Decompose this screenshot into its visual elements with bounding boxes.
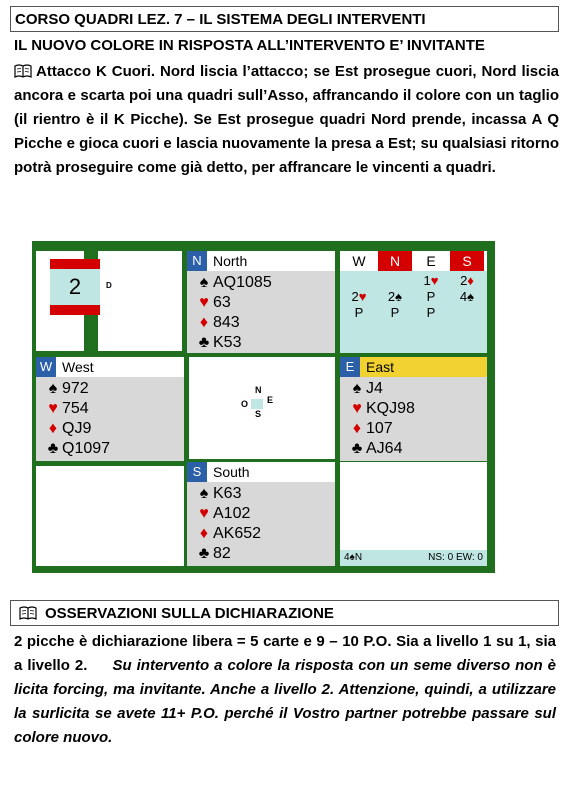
bid-header-w: W [352, 253, 366, 269]
observations-header [10, 600, 559, 626]
observations-text: 2 picche è dichiarazione libera = 5 carte e 9 – 10 P.O. Sia a livello 1 su 1, sia a livello 2. [14, 633, 556, 674]
west-name: West [62, 359, 94, 375]
bid-header-e: E [426, 253, 436, 269]
east-hearts: KQJ98 [366, 400, 415, 417]
bid-cell: 2♠ [387, 289, 403, 304]
book-icon [19, 606, 37, 620]
north-clubs: K53 [213, 334, 242, 351]
north-diamonds: 843 [213, 314, 240, 331]
result-panel [340, 462, 487, 566]
south-badge: S [187, 462, 207, 482]
club-icon: ♣ [351, 440, 363, 457]
west-spades: 972 [62, 380, 89, 397]
south-hand [187, 462, 335, 566]
east-hand [340, 357, 487, 461]
lesson-title: CORSO QUADRI LEZ. 7 – IL SISTEMA DEGLI INTERVENTI [15, 11, 426, 28]
east-diamonds: 107 [366, 420, 393, 437]
observations-title: OSSERVAZIONI SULLA DICHIARAZIONE [45, 605, 334, 622]
west-hearts: 754 [62, 400, 89, 417]
west-hand [36, 357, 184, 461]
bid-cell: P [390, 305, 400, 320]
heart-icon: ♥ [199, 294, 209, 311]
west-badge: W [36, 357, 56, 377]
north-name: North [213, 253, 248, 269]
east-spades: J4 [366, 380, 383, 397]
bid-header-n: N [378, 251, 412, 271]
south-diamonds: AK652 [213, 525, 262, 542]
empty-panel [36, 466, 184, 566]
bid-cell: P [426, 289, 436, 304]
dealer-indicator: D [106, 281, 112, 290]
bid-cell: 1♥ [423, 273, 439, 288]
bid-cell: 2♦ [460, 273, 474, 288]
observations-paragraph [14, 630, 556, 750]
east-clubs: AJ64 [366, 440, 403, 457]
lesson-header [10, 6, 559, 32]
board-number: 2 [68, 274, 82, 299]
club-icon: ♣ [198, 545, 210, 562]
club-icon: ♣ [47, 440, 59, 457]
bidding-table [340, 251, 487, 353]
intro-text: Attacco K Cuori. Nord liscia l’attacco; se Est prosegue cuori, Nord liscia ancora e scarta poi una quadri sull’Asso, affrancando il colore con un taglio (il rientro è il K Picche). Se Est prosegue quadri Nord prende, incassa A Q Picche e gioca cuori e lascia nuovamente la presa a Est; su qualsiasi ritorno potrà proseguire come già detto, per affrancare le vincenti a quadri. [14, 63, 559, 176]
bid-cell: 4♠ [459, 289, 475, 304]
diamond-icon: ♦ [352, 420, 362, 437]
heart-icon: ♥ [48, 400, 58, 417]
bid-cell: 2♥ [351, 289, 367, 304]
contract-bar [340, 550, 487, 566]
diamond-icon: ♦ [199, 525, 209, 542]
east-badge: E [340, 357, 360, 377]
board-number-area [36, 251, 182, 351]
north-badge: N [187, 251, 207, 271]
diamond-icon: ♦ [199, 314, 209, 331]
spade-icon: ♠ [199, 485, 209, 502]
diamond-icon: ♦ [48, 420, 58, 437]
north-spades: AQ1085 [213, 274, 272, 291]
club-icon: ♣ [198, 334, 210, 351]
west-diamonds: QJ9 [62, 420, 92, 437]
south-clubs: 82 [213, 545, 231, 562]
contract: 4♠N [344, 552, 363, 563]
heart-icon: ♥ [352, 400, 362, 417]
spade-icon: ♠ [48, 380, 58, 397]
section-subtitle: IL NUOVO COLORE IN RISPOSTA ALL’INTERVENTO E’ INVITANTE [14, 37, 485, 54]
south-hearts: A102 [213, 505, 251, 522]
north-hand [187, 251, 335, 353]
bid-header-s: S [450, 251, 484, 271]
observations-italic-text: Su intervento a colore la risposta con un seme diverso non è licita forcing, ma invitante. Anche a livello 2. Attenzione, quindi, a utilizzare la surlicita se avete 11+ P.O. perché il Vostro partner potrebbe passare sul colore nuovo. [14, 657, 556, 746]
spade-icon: ♠ [352, 380, 362, 397]
east-name: East [366, 359, 395, 375]
bid-cell: P [354, 305, 364, 320]
spade-icon: ♠ [199, 274, 209, 291]
south-name: South [213, 464, 250, 480]
bridge-board [32, 241, 495, 573]
heart-icon: ♥ [199, 505, 209, 522]
north-hearts: 63 [213, 294, 231, 311]
compass: N O E S [241, 385, 274, 419]
book-icon [14, 64, 32, 78]
west-clubs: Q1097 [62, 440, 111, 457]
score: NS: 0 EW: 0 [428, 552, 483, 563]
south-spades: K63 [213, 485, 242, 502]
intro-paragraph [14, 60, 559, 180]
bid-cell: P [426, 305, 436, 320]
table-center [189, 357, 335, 459]
